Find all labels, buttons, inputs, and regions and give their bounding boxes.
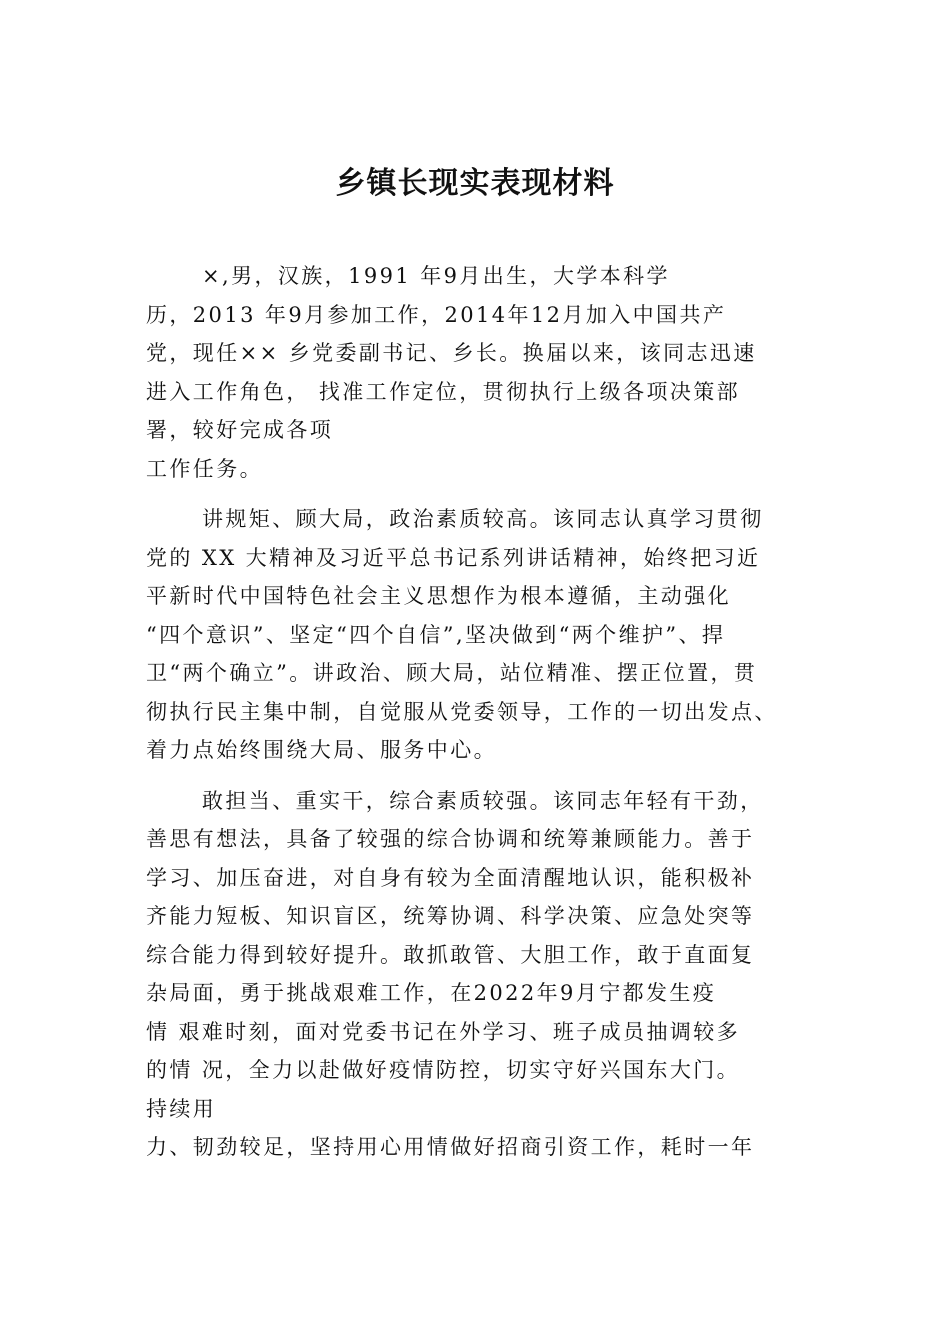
text-line: 卫“两个确立”。讲政治、顾大局，站位精准、摆正位置，贯 <box>146 661 758 685</box>
text-line: 的情 况，全力以赴做好疫情防控，切实守好兴国东大门。 <box>146 1058 741 1082</box>
text-line: 学习、加压奋进，对自身有较为全面清醒地认识，能积极补 <box>146 865 755 890</box>
document-body <box>146 257 826 1179</box>
text-line: 情 艰难时刻，面对党委书记在外学习、班子成员抽调较多 <box>146 1019 741 1044</box>
text-line: 善思有想法，具备了较强的综合协调和统筹兼顾能力。善于 <box>146 827 755 851</box>
text-line: 讲规矩、顾大局，政治素质较高。该同志认真学习贯彻 <box>202 507 764 531</box>
paragraph-comprehensive-quality <box>146 782 826 1167</box>
text-line: 着力点始终围绕大局、服务中心。 <box>146 738 497 762</box>
text-line: 杂局面，勇于挑战艰难工作，在2022年9月宁都发生疫 <box>146 981 717 1005</box>
paragraph-intro <box>146 257 826 488</box>
text-line: ×,男，汉族，1991 年9月出生，大学本科学 <box>202 264 670 288</box>
text-line: 署，较好完成各项 <box>146 418 334 442</box>
text-line: 持续用 <box>146 1096 217 1121</box>
text-line: “四个意识”、坚定“四个自信”,坚决做到“两个维护”、捍 <box>146 622 726 647</box>
text-line: 平新时代中国特色社会主义思想作为根本遵循，主动强化 <box>146 584 731 608</box>
text-line: 敢担当、重实干，综合素质较强。该同志年轻有干劲， <box>202 788 764 813</box>
text-line: 党，现任×× 乡党委副书记、乡长。换届以来，该同志迅速 <box>146 341 757 365</box>
text-line: 彻执行民主集中制，自觉服从党委领导，工作的一切出发点、 <box>146 699 778 724</box>
text-line: 齐能力短板、知识盲区，统筹协调、科学决策、应急处突等 <box>146 904 755 928</box>
paragraph-political-quality <box>146 500 826 770</box>
text-line: 综合能力得到较好提升。敢抓敢管、大胆工作，敢于直面复 <box>146 942 755 967</box>
text-line: 力、韧劲较足，坚持用心用情做好招商引资工作，耗时一年 <box>146 1135 755 1159</box>
text-line: 历，2013 年9月参加工作，2014年12月加入中国共产 <box>146 302 727 327</box>
text-line: 工作任务。 <box>146 456 263 481</box>
text-line: 党的 XX 大精神及习近平总书记系列讲话精神，始终把习近 <box>146 545 761 570</box>
text-line: 进入工作角色， 找准工作定位，贯彻执行上级各项决策部 <box>146 379 741 404</box>
document-title: 乡镇长现实表现材料 <box>335 166 615 201</box>
